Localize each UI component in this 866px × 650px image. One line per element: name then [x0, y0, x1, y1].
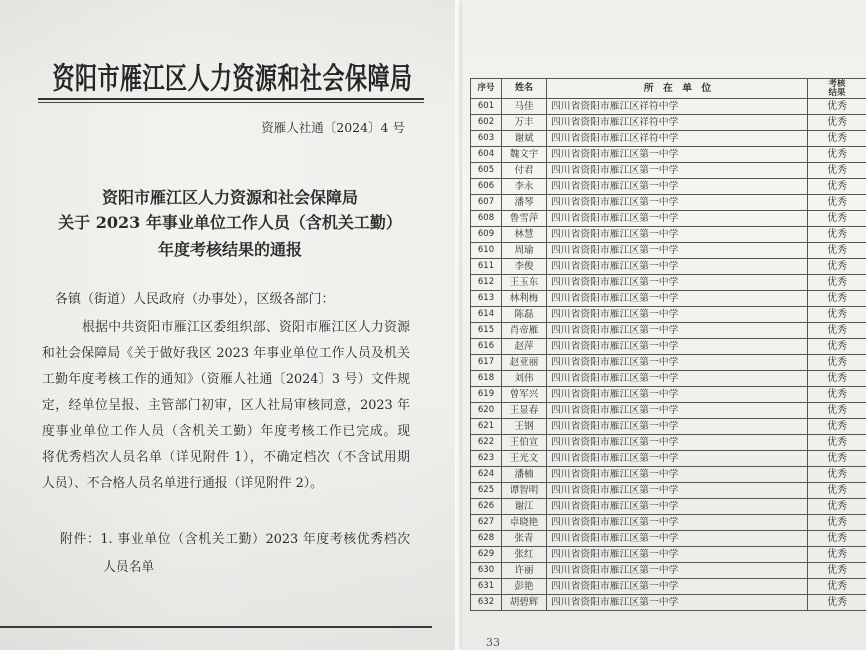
table-row: [471, 451, 866, 467]
row-unit: 四川省资阳市雁江区第一中学: [547, 579, 808, 595]
row-number: 606: [471, 179, 502, 195]
table-row: [471, 131, 866, 147]
table-row: [471, 211, 866, 227]
row-name: 王显春: [502, 403, 547, 419]
row-result: 优秀: [808, 179, 866, 195]
row-number: 625: [471, 483, 502, 499]
row-unit: 四川省资阳市雁江区第一中学: [547, 195, 808, 211]
row-name: 潘琴: [502, 195, 547, 211]
row-name: 潘楠: [502, 467, 547, 483]
notice-title-line-3: 年度考核结果的通报: [157, 240, 302, 259]
row-number: 627: [471, 515, 502, 531]
row-result: 优秀: [808, 243, 866, 259]
row-name: 刘伟: [502, 371, 547, 387]
row-name: 李俊: [502, 259, 547, 275]
row-result: 优秀: [808, 355, 866, 371]
body-line: 和社会保障局《关于做好我区 2023 年事业单位工作人员及机关: [42, 346, 410, 361]
row-number: 629: [471, 547, 502, 563]
row-number: 603: [471, 131, 502, 147]
row-unit: 四川省资阳市雁江区第一中学: [547, 227, 808, 243]
table-row: [471, 435, 866, 451]
row-unit: 四川省资阳市雁江区祥符中学: [547, 115, 808, 131]
table-row: [471, 291, 866, 307]
table-row: [471, 259, 866, 275]
row-name: 王玉东: [502, 275, 547, 291]
row-result: 优秀: [808, 531, 866, 547]
row-number: 609: [471, 227, 502, 243]
table-row: [471, 403, 866, 419]
row-number: 621: [471, 419, 502, 435]
row-name: 周瑜: [502, 243, 547, 259]
row-result: 优秀: [808, 515, 866, 531]
row-unit: 四川省资阳市雁江区第一中学: [547, 243, 808, 259]
roster-page: [462, 0, 866, 650]
row-result: 优秀: [808, 563, 866, 579]
row-number: 610: [471, 243, 502, 259]
header-row: [471, 79, 866, 99]
body-line: 根据中共资阳市雁江区委组织部、资阳市雁江区人力资源: [82, 320, 410, 335]
row-number: 614: [471, 307, 502, 323]
row-name: 曾军兴: [502, 387, 547, 403]
roster-table-body: [471, 99, 866, 611]
row-unit: 四川省资阳市雁江区第一中学: [547, 355, 808, 371]
row-number: 626: [471, 499, 502, 515]
document-number: 资雁人社通〔2024〕4 号: [261, 120, 405, 135]
page-number: 33: [486, 636, 500, 649]
row-unit: 四川省资阳市雁江区祥符中学: [547, 131, 808, 147]
row-number: 628: [471, 531, 502, 547]
letterhead-thin-rule: [38, 102, 424, 103]
row-number: 623: [471, 451, 502, 467]
row-number: 632: [471, 595, 502, 611]
table-row: [471, 483, 866, 499]
row-unit: 四川省资阳市雁江区第一中学: [547, 531, 808, 547]
row-result: 优秀: [808, 291, 866, 307]
row-number: 624: [471, 467, 502, 483]
row-unit: 四川省资阳市雁江区第一中学: [547, 451, 808, 467]
row-number: 611: [471, 259, 502, 275]
table-row: [471, 307, 866, 323]
roster-table-header: [471, 79, 866, 99]
row-result: 优秀: [808, 115, 866, 131]
row-name: 陈磊: [502, 307, 547, 323]
letterhead-thick-rule: [38, 98, 424, 100]
table-row: [471, 531, 866, 547]
table-row: [471, 227, 866, 243]
row-unit: 四川省资阳市雁江区第一中学: [547, 467, 808, 483]
row-number: 602: [471, 115, 502, 131]
header-result: [808, 79, 866, 99]
salutation: 各镇（街道）人民政府（办事处），区级各部门：: [55, 292, 335, 307]
body-line: 工勤年度考核工作的通知》（资雁人社通〔2024〕3 号）文件规: [42, 372, 410, 387]
row-name: 卓晓艳: [502, 515, 547, 531]
row-result: 优秀: [808, 371, 866, 387]
row-name: 林利梅: [502, 291, 547, 307]
row-unit: 四川省资阳市雁江区祥符中学: [547, 99, 808, 115]
row-name: 王光文: [502, 451, 547, 467]
table-row: [471, 563, 866, 579]
page-bottom-rule: [0, 626, 432, 628]
row-unit: 四川省资阳市雁江区第一中学: [547, 291, 808, 307]
body-line: 定，经单位呈报、主管部门初审，区人社局审核同意，2023 年: [42, 398, 410, 413]
row-name: 李永: [502, 179, 547, 195]
notice-title-line-1: 资阳市雁江区人力资源和社会保障局: [101, 188, 358, 207]
header-name: 姓名: [502, 79, 547, 99]
row-number: 617: [471, 355, 502, 371]
row-number: 618: [471, 371, 502, 387]
row-unit: 四川省资阳市雁江区第一中学: [547, 563, 808, 579]
row-unit: 四川省资阳市雁江区第一中学: [547, 403, 808, 419]
row-name: 谭智明: [502, 483, 547, 499]
header-result-line-1: 考核: [828, 78, 846, 89]
header-unit: 所 在 单 位: [547, 79, 808, 99]
row-unit: 四川省资阳市雁江区第一中学: [547, 339, 808, 355]
row-result: 优秀: [808, 227, 866, 243]
table-row: [471, 355, 866, 371]
table-row: [471, 275, 866, 291]
table-row: [471, 339, 866, 355]
row-unit: 四川省资阳市雁江区第一中学: [547, 147, 808, 163]
body-line: 将优秀档次人员名单（详见附件 1），不确定档次（不含试用期: [42, 450, 410, 465]
row-name: 林慧: [502, 227, 547, 243]
table-row: [471, 147, 866, 163]
row-result: 优秀: [808, 467, 866, 483]
row-name: 魏文宇: [502, 147, 547, 163]
table-row: [471, 595, 866, 611]
row-number: 601: [471, 99, 502, 115]
table-row: [471, 195, 866, 211]
row-number: 613: [471, 291, 502, 307]
row-name: 付君: [502, 163, 547, 179]
row-number: 604: [471, 147, 502, 163]
row-name: 王钢: [502, 419, 547, 435]
row-number: 631: [471, 579, 502, 595]
row-unit: 四川省资阳市雁江区第一中学: [547, 435, 808, 451]
row-unit: 四川省资阳市雁江区第一中学: [547, 211, 808, 227]
row-name: 王伯宣: [502, 435, 547, 451]
row-name: 胡碧辉: [502, 595, 547, 611]
table-row: [471, 419, 866, 435]
row-result: 优秀: [808, 211, 866, 227]
row-result: 优秀: [808, 323, 866, 339]
table-row: [471, 515, 866, 531]
row-result: 优秀: [808, 483, 866, 499]
table-row: [471, 579, 866, 595]
table-row: [471, 499, 866, 515]
row-name: 张青: [502, 531, 547, 547]
row-unit: 四川省资阳市雁江区第一中学: [547, 275, 808, 291]
table-row: [471, 243, 866, 259]
row-result: 优秀: [808, 259, 866, 275]
row-result: 优秀: [808, 131, 866, 147]
row-unit: 四川省资阳市雁江区第一中学: [547, 483, 808, 499]
table-row: [471, 387, 866, 403]
row-unit: 四川省资阳市雁江区第一中学: [547, 163, 808, 179]
row-result: 优秀: [808, 163, 866, 179]
row-name: 赵萍: [502, 339, 547, 355]
row-result: 优秀: [808, 99, 866, 115]
table-row: [471, 467, 866, 483]
attachment-line: 附件：1. 事业单位（含机关工勤）2023 年度考核优秀档次: [60, 532, 410, 547]
row-result: 优秀: [808, 547, 866, 563]
row-number: 620: [471, 403, 502, 419]
row-result: 优秀: [808, 579, 866, 595]
row-result: 优秀: [808, 195, 866, 211]
table-row: [471, 163, 866, 179]
row-result: 优秀: [808, 499, 866, 515]
row-number: 622: [471, 435, 502, 451]
row-unit: 四川省资阳市雁江区第一中学: [547, 179, 808, 195]
table-row: [471, 115, 866, 131]
row-unit: 四川省资阳市雁江区第一中学: [547, 419, 808, 435]
row-result: 优秀: [808, 595, 866, 611]
row-result: 优秀: [808, 275, 866, 291]
row-number: 619: [471, 387, 502, 403]
row-result: 优秀: [808, 451, 866, 467]
table-row: [471, 99, 866, 115]
row-name: 彭艳: [502, 579, 547, 595]
notice-title-line-2: 关于 2023 年事业单位工作人员（含机关工勤）: [58, 213, 402, 232]
table-row: [471, 547, 866, 563]
row-name: 万丰: [502, 115, 547, 131]
row-result: 优秀: [808, 387, 866, 403]
row-unit: 四川省资阳市雁江区第一中学: [547, 595, 808, 611]
row-number: 630: [471, 563, 502, 579]
attachment-line: 人员名单: [103, 560, 155, 575]
row-number: 608: [471, 211, 502, 227]
row-result: 优秀: [808, 403, 866, 419]
row-number: 615: [471, 323, 502, 339]
header-number: 序号: [471, 79, 502, 99]
row-result: 优秀: [808, 307, 866, 323]
agency-letterhead: 资阳市雁江区人力资源和社会保障局: [52, 61, 413, 97]
row-unit: 四川省资阳市雁江区第一中学: [547, 307, 808, 323]
table-row: [471, 371, 866, 387]
row-unit: 四川省资阳市雁江区第一中学: [547, 515, 808, 531]
roster-table: [470, 78, 866, 611]
row-name: 张红: [502, 547, 547, 563]
row-unit: 四川省资阳市雁江区第一中学: [547, 371, 808, 387]
row-result: 优秀: [808, 147, 866, 163]
row-unit: 四川省资阳市雁江区第一中学: [547, 387, 808, 403]
row-name: 肖帝雁: [502, 323, 547, 339]
row-unit: 四川省资阳市雁江区第一中学: [547, 323, 808, 339]
row-name: 马佳: [502, 99, 547, 115]
row-result: 优秀: [808, 435, 866, 451]
table-row: [471, 179, 866, 195]
row-name: 赵亚丽: [502, 355, 547, 371]
row-unit: 四川省资阳市雁江区第一中学: [547, 547, 808, 563]
row-result: 优秀: [808, 339, 866, 355]
row-name: 许丽: [502, 563, 547, 579]
row-number: 607: [471, 195, 502, 211]
row-number: 612: [471, 275, 502, 291]
body-line: 度事业单位工作人员（含机关工勤）年度考核工作已完成。现: [42, 424, 410, 439]
body-line: 人员）、不合格人员名单进行通报（详见附件 2）。: [42, 476, 323, 491]
row-unit: 四川省资阳市雁江区第一中学: [547, 499, 808, 515]
row-name: 谢斌: [502, 131, 547, 147]
row-unit: 四川省资阳市雁江区第一中学: [547, 259, 808, 275]
row-name: 鲁雪萍: [502, 211, 547, 227]
row-result: 优秀: [808, 419, 866, 435]
table-row: [471, 323, 866, 339]
row-number: 616: [471, 339, 502, 355]
header-result-line-2: 结果: [828, 87, 846, 98]
row-number: 605: [471, 163, 502, 179]
row-name: 谢江: [502, 499, 547, 515]
